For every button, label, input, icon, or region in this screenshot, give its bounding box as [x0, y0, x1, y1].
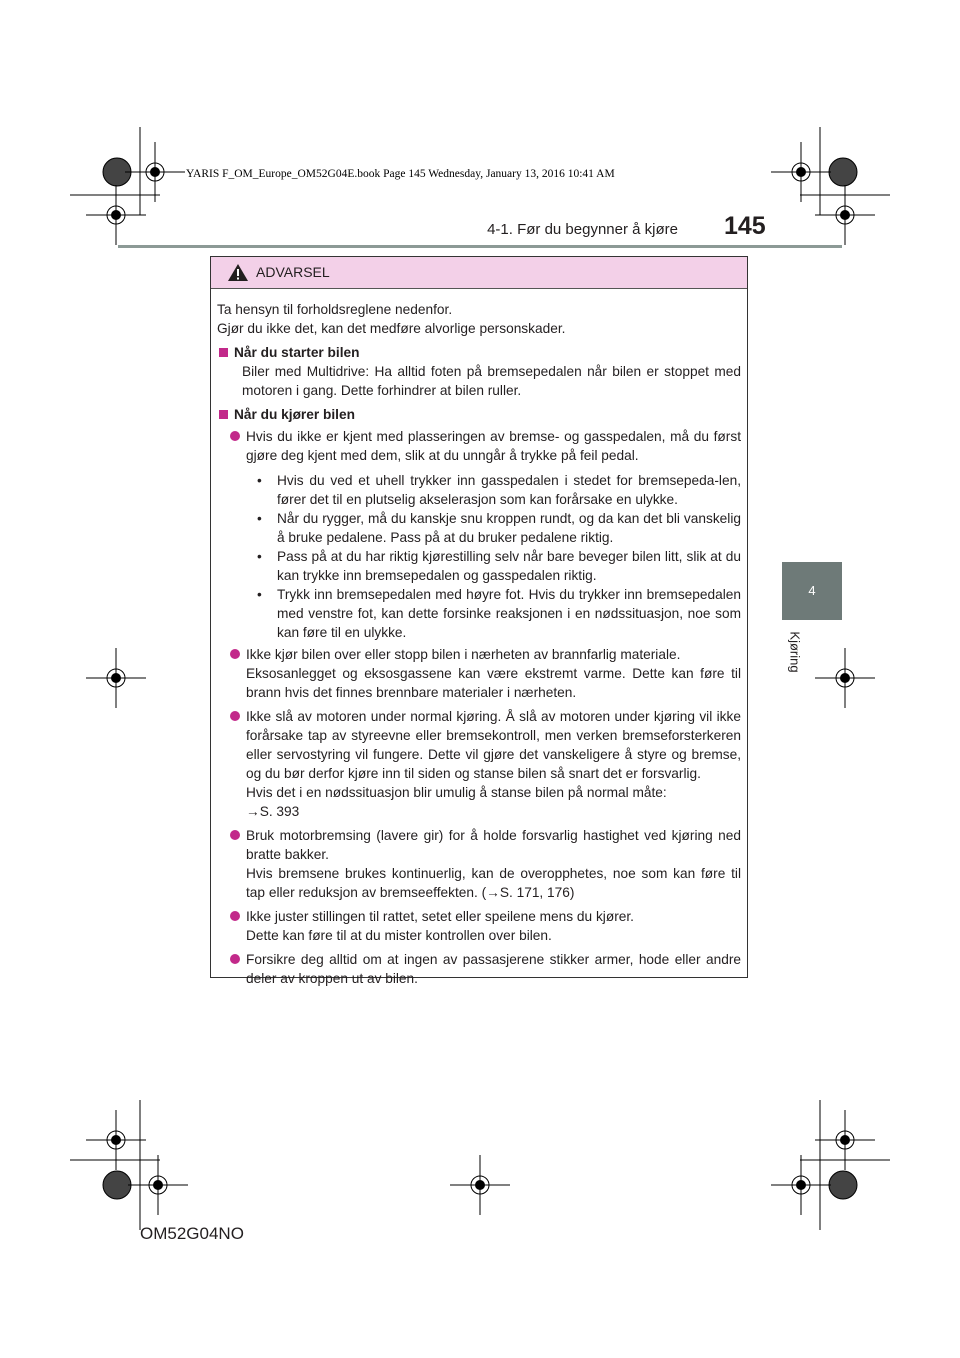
header-rule — [118, 245, 842, 248]
registration-mark-icon — [771, 1155, 831, 1215]
registration-mark-icon — [103, 1171, 131, 1199]
chapter-label: Kjøring — [787, 631, 803, 673]
intro-line: Ta hensyn til forholdsreglene nedenfor. — [217, 302, 453, 317]
circle-bullet-icon — [230, 954, 240, 964]
document-code: OM52G04NO — [140, 1224, 244, 1243]
registration-mark-icon — [771, 142, 831, 202]
registration-mark-icon — [815, 185, 875, 245]
list-item: Ikke kjør bilen over eller stopp bilen i nærheten av brannfarlig materiale. Eksosanlegget og eksosgassene kan være ekstremt varme. Dette kan føre til brann hvis det finnes brennbare materialer i nærheten. — [217, 645, 741, 702]
square-bullet-icon — [219, 410, 228, 419]
circle-bullet-icon — [230, 711, 240, 721]
file-info: YARIS F_OM_Europe_OM52G04E.book Page 145 Wednesday, January 13, 2016 10:41 AM — [186, 168, 615, 180]
section-title: 4-1. Før du begynner å kjøre — [487, 221, 678, 238]
section-heading: Når du starter bilen — [217, 343, 741, 362]
warning-header — [211, 257, 747, 289]
section-heading: Når du kjører bilen — [217, 405, 741, 424]
registration-mark-icon — [450, 1155, 510, 1215]
registration-mark-icon — [125, 142, 185, 202]
registration-mark-icon — [829, 1171, 857, 1199]
list-item: Hvis du ikke er kjent med plasseringen av bremse- og gasspedalen, må du først gjøre deg kjent med dem, slik at du unngår å trykke på feil pedal. — [217, 427, 741, 465]
warning-box — [210, 256, 748, 986]
section-text: Biler med Multidrive: Ha alltid foten på bremsepedalen når bilen er stoppet med motoren i gang. Dette forhindrer at bilen ruller. — [242, 364, 741, 398]
circle-bullet-icon — [230, 911, 240, 921]
warning-body — [211, 289, 747, 988]
circle-bullet-icon — [230, 431, 240, 441]
registration-mark-icon — [815, 648, 875, 708]
list-item: Bruk motorbremsing (lavere gir) for å holde forsvarlig hastighet ved kjøring ned bratte bakker. Hvis bremsene brukes kontinuerlig, kan de overopphetes, noe som kan føre til tap eller reduksjon av bremseeffekten. (→S. 171, 176) — [217, 826, 741, 902]
registration-mark-icon — [86, 648, 146, 708]
page-number: 145 — [724, 212, 766, 240]
warning-title: ADVARSEL — [256, 264, 330, 280]
registration-mark-icon — [815, 1110, 875, 1170]
chapter-tab: 4 — [782, 562, 842, 620]
registration-mark-icon — [86, 1110, 146, 1170]
warning-triangle-icon — [227, 263, 249, 282]
circle-bullet-icon — [230, 649, 240, 659]
registration-mark-icon — [128, 1155, 188, 1215]
sub-item: • Når du rygger, må du kanskje snu kroppen rundt, og da kan det bli vanskelig å bruke pedalene. Pass på at du bruker pedalene riktig. — [257, 511, 741, 545]
registration-mark-icon — [86, 185, 146, 245]
square-bullet-icon — [219, 348, 228, 357]
registration-mark-icon — [829, 158, 857, 186]
sub-item: • Pass på at du har riktig kjørestilling selv når bare beveger bilen litt, slik at du kan trykke inn bremsepedalen og gasspedalen riktig. — [257, 549, 741, 583]
sub-item: • Trykk inn bremsepedalen med høyre fot. Hvis du trykker inn bremsepedalen med venstre fot, kan dette forsinke reaksjonen i en nødssituasjon, noe som kan føre til en ulykke. — [257, 587, 741, 640]
sub-item: • Hvis du ved et uhell trykker inn gasspedalen i stedet for bremsepeda-len, fører det til en plutselig akselerasjon som kan forårsake en ulykke. — [257, 473, 741, 507]
list-item: Ikke slå av motoren under normal kjøring. Å slå av motoren under kjøring vil ikke forårsake tap av styreevne eller bremsekontroll, men verken bremseforsterkeren eller servostyring vil fungere. Dette vil gjøre det vanskeligere å styre og bremse, og du bør derfor kjøre inn til siden og stanse bilen så snart det er forsvarlig. Hvis det i en nødssituasjon blir umulig å stanse bilen på normal måte: →S. 393 — [217, 707, 741, 821]
intro-line: Gjør du ikke det, kan det medføre alvorlige personskader. — [217, 321, 566, 336]
circle-bullet-icon — [230, 830, 240, 840]
list-item: Forsikre deg alltid om at ingen av passasjerene stikker armer, hode eller andre deler av kroppen ut av bilen. — [217, 950, 741, 988]
list-item: Ikke juster stillingen til rattet, setet eller speilene mens du kjører. Dette kan føre til at du mister kontrollen over bilen. — [217, 907, 741, 945]
